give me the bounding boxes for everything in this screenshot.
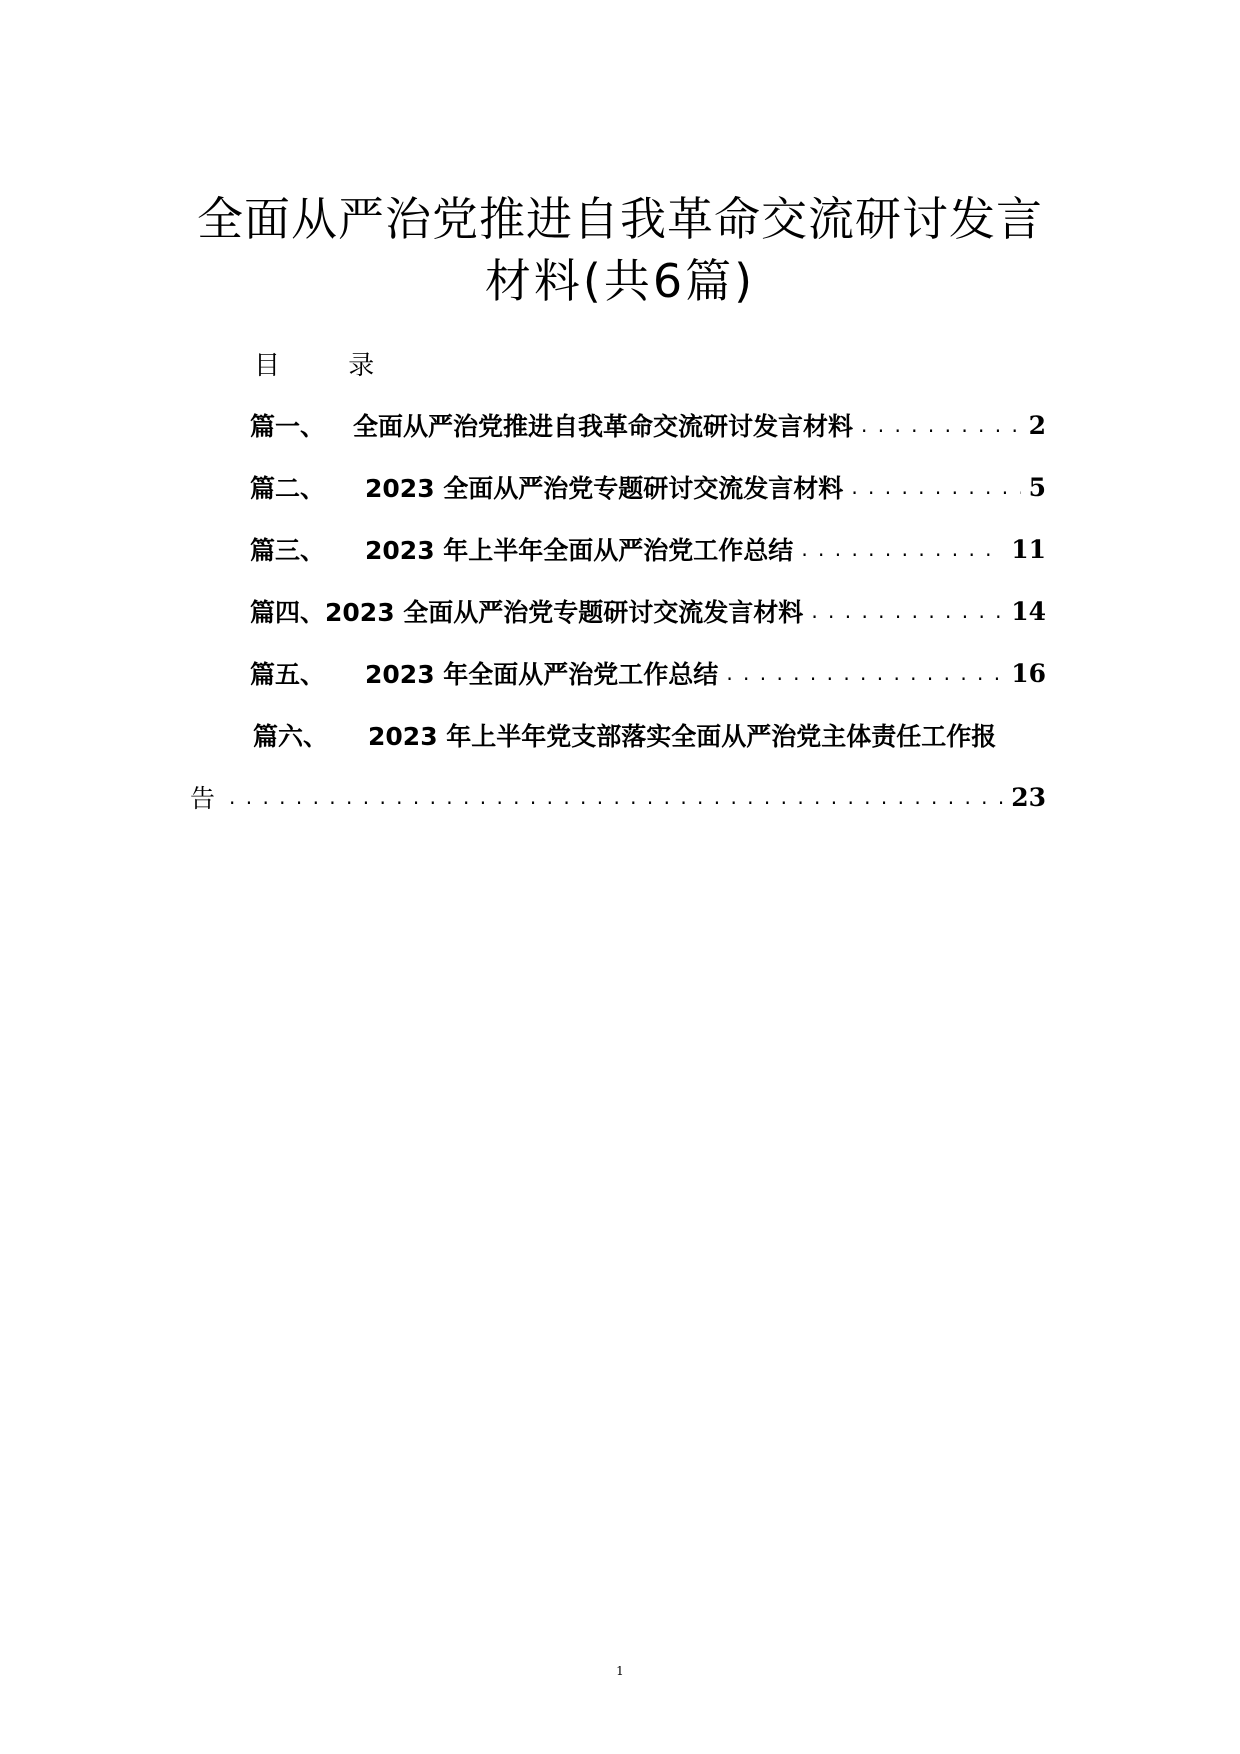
toc-entry-page: 14: [1011, 596, 1046, 626]
toc-entry-page: 11: [1011, 534, 1046, 564]
toc-entry-title-continued: 告: [190, 784, 216, 813]
toc-dot-leader: [861, 413, 1021, 445]
document-title-line-1: 全面从严治党推进自我革命交流研讨发言: [197, 192, 1043, 246]
toc-entry-label: 篇五、: [250, 660, 326, 689]
toc-entry-page: 23: [1011, 782, 1046, 812]
document-title-line-2: 材料(共6篇): [484, 254, 756, 308]
toc-entry-continuation[interactable]: [190, 777, 1046, 817]
toc-entry-title: 2023 年上半年全面从严治党工作总结: [365, 536, 794, 565]
toc-entry[interactable]: [253, 715, 996, 755]
toc-entry-page: 2: [1028, 410, 1046, 440]
toc-entry-title: 2023 全面从严治党专题研讨交流发言材料: [365, 474, 844, 503]
toc-entry[interactable]: [250, 653, 1046, 693]
toc-entry-label: 篇二、: [250, 474, 326, 503]
toc-entry-label: 篇三、: [250, 536, 326, 565]
toc-dot-leader: [726, 661, 1003, 693]
toc-dot-leader: [801, 537, 1003, 569]
toc-entry-title: 2023 年上半年党支部落实全面从严治党主体责任工作报: [368, 722, 997, 751]
toc-entry-page: 5: [1028, 472, 1046, 502]
toc-dot-leader: [811, 599, 1003, 631]
toc-entry-label: 篇六、: [253, 722, 329, 751]
toc-entry-title: 全面从严治党推进自我革命交流研讨发言材料: [353, 412, 854, 441]
toc-entry[interactable]: [250, 529, 1046, 569]
toc-entry-title: 2023 全面从严治党专题研讨交流发言材料: [325, 598, 804, 627]
toc-dot-leader: [851, 475, 1020, 507]
toc-entry[interactable]: [250, 591, 1046, 631]
toc-entry-label: 篇一、: [250, 412, 326, 441]
toc-entry-label: 篇四、: [250, 598, 326, 627]
toc-dot-leader: [229, 785, 1003, 817]
toc-entry[interactable]: [250, 467, 1046, 507]
page-number: 1: [616, 1664, 624, 1678]
toc-entry-title: 2023 年全面从严治党工作总结: [365, 660, 719, 689]
toc-heading: 目 录: [254, 351, 405, 381]
toc-entry-page: 16: [1011, 658, 1046, 688]
toc-entry[interactable]: [250, 405, 1046, 445]
